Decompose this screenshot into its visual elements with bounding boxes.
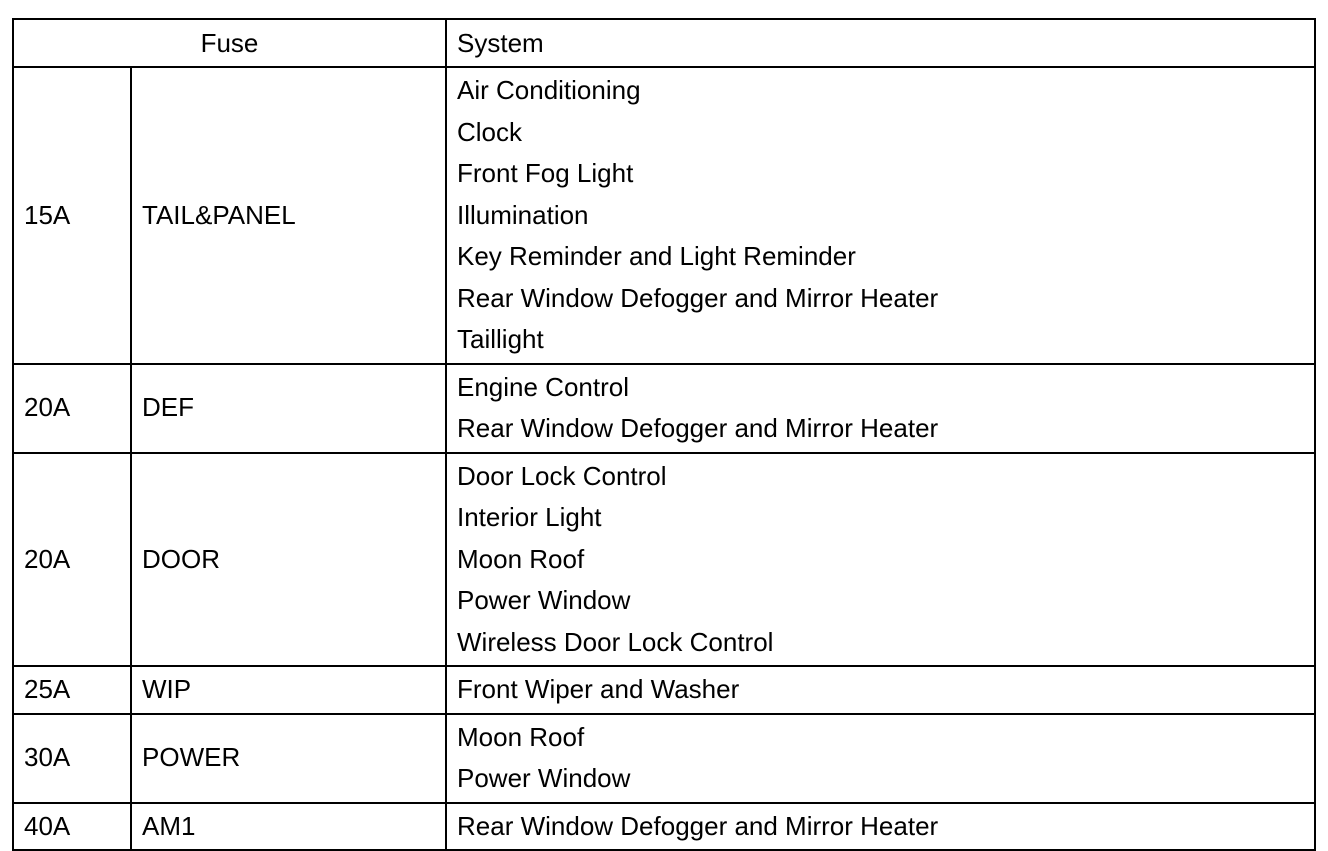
system-item: Door Lock Control [457,460,667,491]
fuse-systems [446,714,1315,803]
system-item: Interior Light [457,502,602,532]
fuse-systems [446,364,1315,453]
fuse-table-body [13,67,1315,850]
fuse-amperage: 20A [13,364,131,453]
fuse-name: DOOR [131,453,446,667]
system-item: Key Reminder and Light Reminder [457,241,856,271]
table-row [13,714,1315,803]
system-item: Power Window [457,763,631,793]
fuse-name: DEF [131,364,446,453]
system-item: Rear Window Defogger and Mirror Heater [457,282,939,313]
system-item: Engine Control [457,371,629,402]
fuse-amperage: 15A [13,67,131,364]
fuse-amperage: 25A [13,666,131,714]
fuse-column-header: Fuse [13,19,446,67]
system-item: Wireless Door Lock Control [457,626,774,657]
system-item: Air Conditioning [457,75,641,105]
system-item: Power Window [457,585,631,615]
system-item: Front Wiper and Washer [457,674,740,704]
fuse-amperage: 30A [13,714,131,803]
system-item: Illumination [457,199,589,230]
table-row [13,803,1315,851]
fuse-systems [446,803,1315,851]
system-column-header: System [446,19,1315,67]
system-item: Moon Roof [457,721,585,752]
table-header-row [13,19,1315,67]
fuse-name: WIP [131,666,446,714]
fuse-systems [446,67,1315,364]
fuse-amperage: 40A [13,803,131,851]
fuse-amperage: 20A [13,453,131,667]
table-row [13,67,1315,364]
table-row [13,453,1315,667]
system-item: Rear Window Defogger and Mirror Heater [457,413,939,443]
table-row [13,364,1315,453]
fuse-name: AM1 [131,803,446,851]
system-item: Clock [457,116,523,147]
system-item: Front Fog Light [457,158,634,188]
system-item: Taillight [457,324,544,354]
fuse-name: POWER [131,714,446,803]
system-item: Rear Window Defogger and Mirror Heater [457,810,939,841]
system-item: Moon Roof [457,543,585,574]
fuse-name: TAIL&PANEL [131,67,446,364]
fuse-systems [446,666,1315,714]
fuse-systems [446,453,1315,667]
table-row [13,666,1315,714]
fuse-table [12,18,1316,851]
